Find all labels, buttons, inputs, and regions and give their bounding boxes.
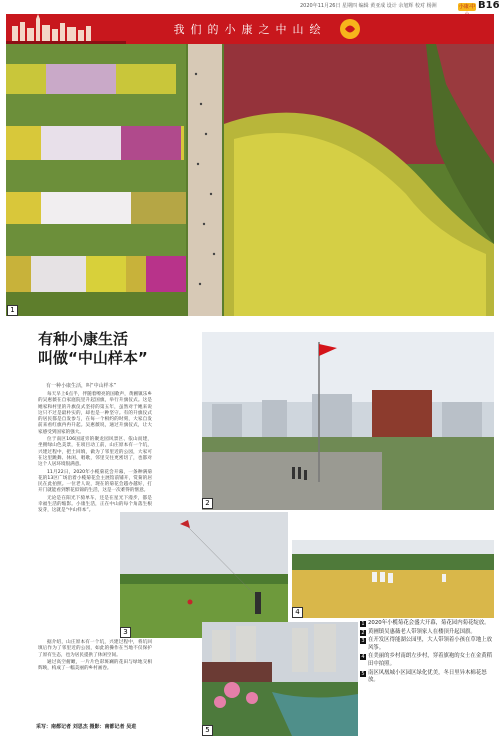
caption-text: 在开发区得能湖公园里，大人带领着小孩在草地上放风筝。 xyxy=(368,637,492,651)
paragraph: 每天早上6点半，伴随着嘹亮的国歌声，黄圃镇乐乡的吴惠薇在自家庭院里升起国旗，举行升旗仪式。这是她家和村里的升旗仪式坚持的第五年，虽然对于她来说这只不过是最朴实的，却也是一种坚守。有的升旗仪式的居民都是自发参与，在每一个相约的时刻，大家自发前来看红旗冉冉升起。吴惠薇说，通过升旗仪式，让大家感受到国家的强大。 xyxy=(38,392,152,435)
photo-rice-field xyxy=(292,540,494,618)
caption-item xyxy=(360,637,495,652)
caption-number: 4 xyxy=(361,654,365,661)
paragraph: 通过高空俯瞰，一片片色彩斑斓的花田与绿地交相辉映，构成了一幅美丽的乡村画卷。 xyxy=(38,659,152,672)
flag-raising-image xyxy=(202,332,494,510)
photo-kite-flying xyxy=(120,512,288,638)
page-number: B16 xyxy=(478,0,500,11)
caption-text: 南区风凰城小区园区绿化优美，冬日里异木棉花怒放。 xyxy=(368,669,487,684)
caption-item xyxy=(360,653,495,668)
paragraph: 11月22日，2020年小榄菊花会开幕，一条种满菊花的13区广场沿着小榄菊花会主展馆前铺开，赏菊的居民在此拍照。一位老人说，现在的菊花会越办越好，打开门就能看到繁花似锦的生活，这是一次难得的惬意。 xyxy=(38,469,152,494)
photo-flower-fields xyxy=(6,44,494,316)
photo-captions xyxy=(360,620,495,686)
banner-title: 我们的小康之中山绘 xyxy=(173,23,327,36)
paragraph: 位于南区106国道旁的聚龙园风景区、依山而建，坐拥绿山色美景，在项目动工前，山庄原本有一个坑，兴建过程中，把土回填，做为了邻里近的公园，大家可在这里跳舞、休闲、唱歌，邻里交往更密切了，也都对这个人居环境很满意。 xyxy=(38,437,152,468)
headline-line-2: 叫做“中山样本” xyxy=(38,349,148,367)
headline-line-1: 有种小康生活 xyxy=(38,330,129,348)
article-headline xyxy=(38,330,178,368)
article-byline: 采写：南都记者 刘思杰 摄影：南都记者 吴进 xyxy=(36,724,137,730)
article-column-2 xyxy=(38,640,152,673)
section-banner xyxy=(6,14,494,44)
article-column-1 xyxy=(38,392,152,516)
paragraph: 据介绍，山庄原本有一个坑，兴建过程中，将坑回填后作为了邻里近的公园，如此的操作在当地不仅保护了原有生态，也为居民提供了休闲空间。 xyxy=(38,640,152,658)
rice-field-image xyxy=(292,540,494,618)
kite-flying-image xyxy=(120,512,288,638)
residential-garden-image xyxy=(202,622,358,736)
caption-item xyxy=(360,629,495,637)
article-subhead: 有一种小康生活，叫“中山样本” xyxy=(46,383,117,389)
caption-number: 2 xyxy=(361,629,365,636)
photo-flag-raising xyxy=(202,332,494,510)
caption-text: 在美丽的乡村南朗左步村，穿着旗袍的女士在金黄稻田中拍照。 xyxy=(368,653,492,667)
photo-label-4: 4 xyxy=(292,607,303,618)
photo-label-5: 5 xyxy=(202,725,213,736)
page-header xyxy=(0,0,500,14)
caption-item xyxy=(360,670,495,685)
caption-text: 黄圃镇吴惠薇老人带领家人在楼顶升起国旗。 xyxy=(368,628,476,635)
header-meta: 2020年11月26日 星期四 编辑 黄亚成 设计 余旭辉 校对 杨洲 xyxy=(300,3,437,9)
photo-residential-garden xyxy=(202,622,358,736)
caption-number: 5 xyxy=(361,670,365,677)
section-badge: 小康·中 xyxy=(458,4,476,10)
xiaokang-seal-icon xyxy=(336,17,364,41)
caption-text: 2020年小榄菊花会盛大开幕，菊花园内菊花绽放。 xyxy=(368,620,490,626)
flower-fields-aerial-image xyxy=(6,44,494,316)
caption-item xyxy=(360,620,495,628)
paragraph: 无论是在阳光下骑单车，还是在星光下漫步，都是幸福生活的缩影。小康生活，正在中山的每个角落生根发芽，这就是“中山样本”。 xyxy=(38,495,152,514)
photo-label-3: 3 xyxy=(120,627,131,638)
caption-number: 1 xyxy=(361,621,365,627)
photo-label-1: 1 xyxy=(7,305,18,316)
photo-label-2: 2 xyxy=(202,498,213,509)
caption-number: 3 xyxy=(361,638,365,645)
